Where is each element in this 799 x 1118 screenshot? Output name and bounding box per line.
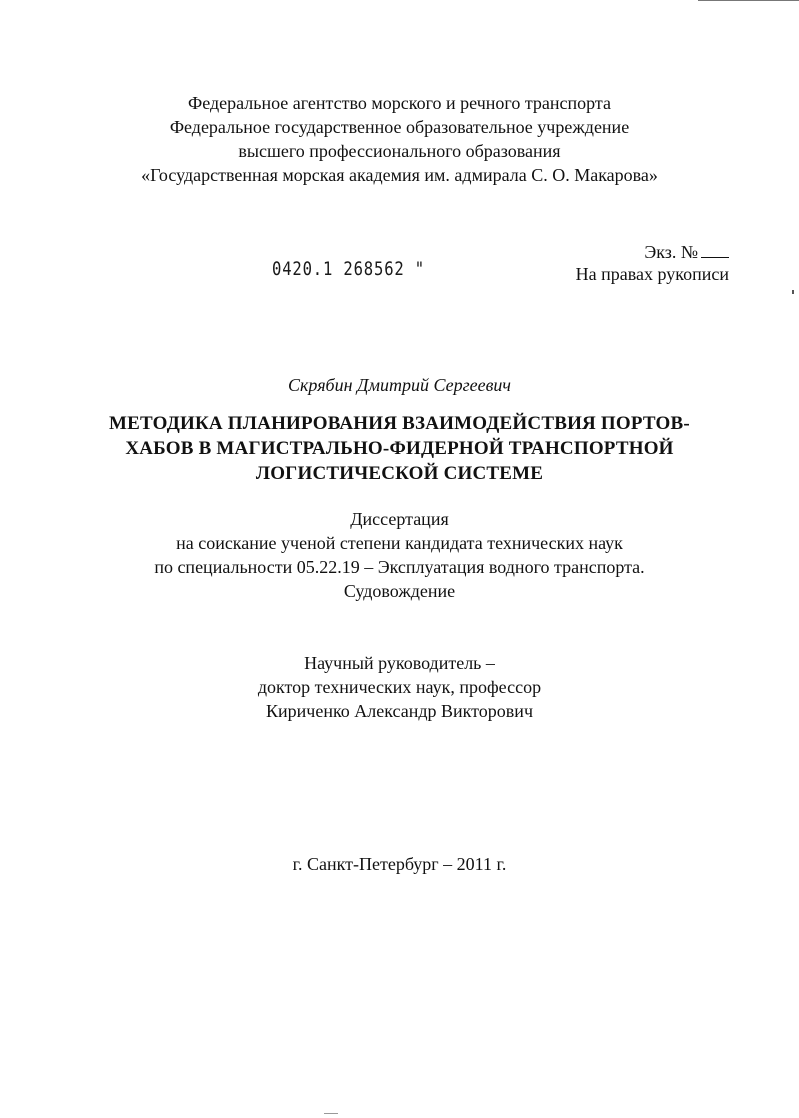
supervisor-line: доктор технических наук, профессор (257, 677, 542, 697)
copy-number-label: Экз. № (644, 242, 698, 262)
dissertation-title (0, 411, 799, 486)
scan-artifact-dot (792, 290, 794, 294)
copy-number (644, 240, 729, 264)
title-line: МЕТОДИКА ПЛАНИРОВАНИЯ ВЗАИМОДЕЙСТВИЯ ПОРТОВ- (109, 413, 690, 434)
title-line: ХАБОВ В МАГИСТРАЛЬНО-ФИДЕРНОЙ ТРАНСПОРТНОЙ (125, 438, 674, 459)
header-line: Федеральное государственное образовательное учреждение (169, 117, 630, 137)
dissertation-info (0, 507, 799, 603)
dissertation-line: на соискание ученой степени кандидата технических наук (176, 533, 623, 553)
dissertation-line: Диссертация (350, 509, 449, 529)
organization-header (0, 91, 799, 187)
author-name: Скрябин Дмитрий Сергеевич (288, 375, 511, 395)
copy-number-blank (701, 241, 729, 258)
header-line: Федеральное агентство морского и речного транспорта (188, 93, 611, 113)
rights-notice: На правах рукописи (575, 264, 729, 284)
header-line: «Государственная морская академия им. адмирала С. О. Макарова» (141, 165, 658, 185)
scan-artifact-line (324, 1113, 338, 1114)
registration-stamp: 0420.1 268562 " (272, 258, 426, 280)
supervisor-info (0, 651, 799, 723)
scan-artifact-line (698, 0, 799, 1)
dissertation-line: по специальности 05.22.19 – Эксплуатация водного транспорта. (154, 557, 645, 577)
header-line: высшего профессионального образования (238, 141, 561, 161)
title-line: ЛОГИСТИЧЕСКОЙ СИСТЕМЕ (255, 463, 544, 484)
city-year: г. Санкт-Петербург – 2011 г. (292, 854, 507, 874)
dissertation-line: Судовождение (343, 581, 456, 601)
supervisor-line: Кириченко Александр Викторович (266, 701, 533, 721)
supervisor-line: Научный руководитель – (304, 653, 495, 673)
